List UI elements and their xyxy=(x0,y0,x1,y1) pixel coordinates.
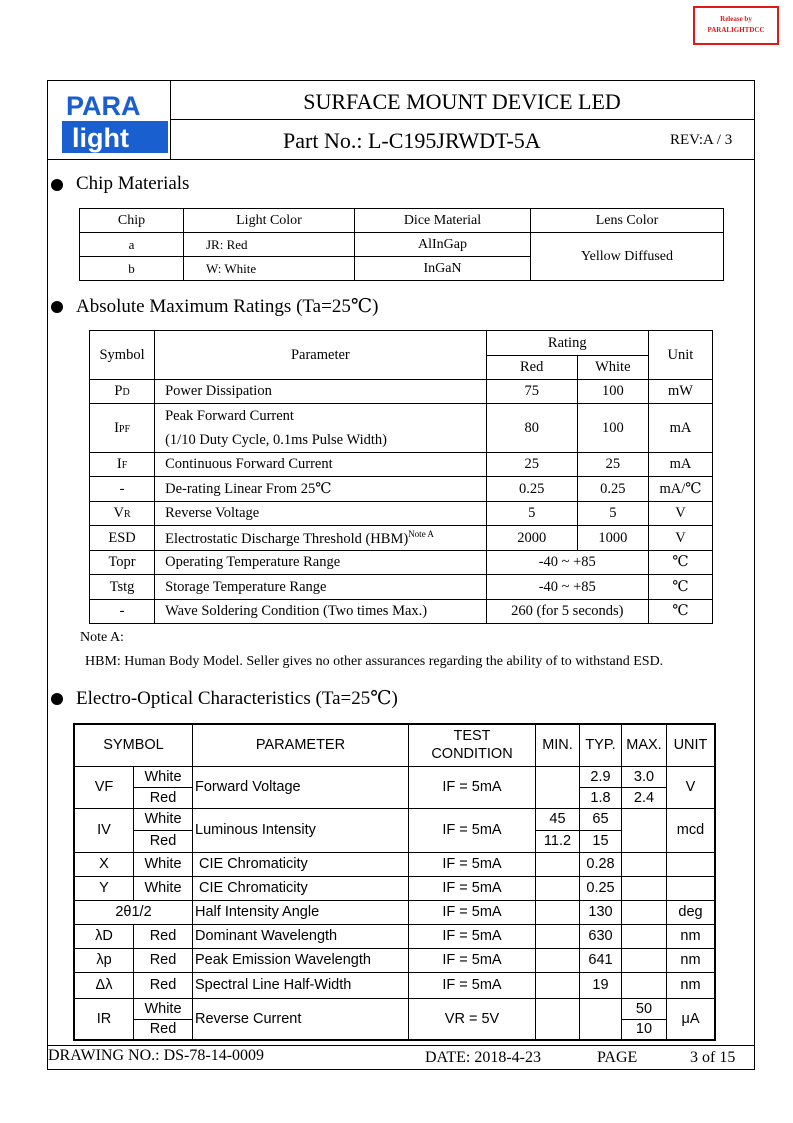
symbol-cell: ESD xyxy=(90,526,155,551)
red-cell: 25 xyxy=(486,453,577,477)
red-cell: 2000 xyxy=(486,526,577,551)
revision: REV:A / 3 xyxy=(670,132,733,148)
bullet-icon xyxy=(51,301,63,313)
table-row xyxy=(80,233,724,257)
symbol-cell: Topr xyxy=(90,551,155,575)
section-electro-optical: Electro-Optical Characteristics (Ta=25℃) xyxy=(76,688,398,709)
table-row xyxy=(90,404,713,453)
header-divider xyxy=(47,159,755,160)
symbol-cell: VR xyxy=(90,502,155,526)
red-cell: 0.25 xyxy=(486,477,577,502)
bullet-icon xyxy=(51,179,63,191)
section-abs-max: Absolute Maximum Ratings (Ta=25℃) xyxy=(76,296,379,317)
electro-optical-table xyxy=(73,723,716,1041)
unit-cell: V xyxy=(648,502,712,526)
col-unit: Unit xyxy=(648,331,712,380)
chip-cell: a xyxy=(80,233,184,257)
section-chip-materials: Chip Materials xyxy=(76,173,190,194)
table-row: 2θ1/2 Half Intensity Angle IF = 5mA 130 deg xyxy=(74,900,715,924)
col-test-condition: TEST CONDITION xyxy=(409,724,536,766)
unit-cell: ℃ xyxy=(648,600,712,624)
rating-cell: 260 (for 5 seconds) xyxy=(486,600,648,624)
parameter-cell: Peak Forward Current (1/10 Duty Cycle, 0.1ms Pulse Width) xyxy=(155,404,487,453)
col-typ: TYP. xyxy=(580,724,622,766)
table-row: λD Red Dominant Wavelength IF = 5mA 630 nm xyxy=(74,924,715,948)
unit-cell: ℃ xyxy=(648,551,712,575)
col-white: White xyxy=(577,356,648,380)
red-cell: 80 xyxy=(486,404,577,453)
page-number: 3 of 15 xyxy=(690,1049,736,1066)
table-row xyxy=(90,575,713,600)
table-row: Δλ Red Spectral Line Half-Width IF = 5mA 19 nm xyxy=(74,972,715,998)
table-row: Red 11.2 15 xyxy=(74,830,715,852)
abs-max-table xyxy=(89,330,713,624)
part-number: Part No.: L-C195JRWDT-5A xyxy=(283,128,541,153)
col-dice-material: Dice Material xyxy=(355,209,531,233)
unit-cell: mW xyxy=(648,380,712,404)
doc-title: SURFACE MOUNT DEVICE LED xyxy=(303,89,621,114)
table-row: VF White Forward Voltage IF = 5mA 2.9 3.0 V xyxy=(74,766,715,787)
col-light-color: Light Color xyxy=(184,209,355,233)
white-cell: 100 xyxy=(577,380,648,404)
title-divider xyxy=(170,119,755,120)
symbol-cell: IF xyxy=(90,453,155,477)
table-row: IR White Reverse Current VR = 5V 50 μA xyxy=(74,998,715,1019)
table-row: λp Red Peak Emission Wavelength IF = 5mA 641 nm xyxy=(74,948,715,972)
unit-cell: ℃ xyxy=(648,575,712,600)
stamp-line1: Release by xyxy=(720,15,752,23)
table-row xyxy=(90,526,713,551)
parameter-cell: Power Dissipation xyxy=(155,380,487,404)
table-header-row xyxy=(80,209,724,233)
note-text: HBM: Human Body Model. Seller gives no other assurances regarding the ability of to withstand ESD. xyxy=(85,654,664,669)
col-unit: UNIT xyxy=(667,724,716,766)
parameter-cell: Operating Temperature Range xyxy=(155,551,487,575)
table-row xyxy=(90,380,713,404)
col-red: Red xyxy=(486,356,577,380)
unit-cell: mA/℃ xyxy=(648,477,712,502)
unit-cell: mA xyxy=(648,453,712,477)
col-lens-color: Lens Color xyxy=(531,209,724,233)
unit-cell: V xyxy=(648,526,712,551)
table-row xyxy=(90,551,713,575)
parameter-cell: Electrostatic Discharge Threshold (HBM)$^{Note A}$ xyxy=(155,526,487,551)
table-row xyxy=(90,477,713,502)
red-cell: 5 xyxy=(486,502,577,526)
paralight-logo xyxy=(62,91,168,155)
doc-date: DATE: 2018-4-23 xyxy=(425,1049,541,1066)
col-max: MAX. xyxy=(622,724,667,766)
stamp-line2: PARALIGHTDCC xyxy=(707,26,765,34)
white-cell: 100 xyxy=(577,404,648,453)
table-row: Red 1.8 2.4 xyxy=(74,787,715,808)
symbol-cell: - xyxy=(90,600,155,624)
note-ref: Note A xyxy=(408,528,434,539)
dice-cell: InGaN xyxy=(355,257,531,281)
chip-cell: b xyxy=(80,257,184,281)
logo-text-light: light xyxy=(72,123,129,153)
table-row xyxy=(90,600,713,624)
table-row: Y White CIE Chromaticity IF = 5mA 0.25 xyxy=(74,876,715,900)
release-stamp xyxy=(693,6,779,45)
red-cell: 75 xyxy=(486,380,577,404)
col-rating: Rating xyxy=(486,331,648,356)
parameter-cell: De-rating Linear From 25℃ xyxy=(155,477,487,502)
col-symbol: SYMBOL xyxy=(74,724,193,766)
col-chip: Chip xyxy=(80,209,184,233)
page-label: PAGE xyxy=(597,1049,638,1066)
symbol-cell: IPF xyxy=(90,404,155,453)
color-cell: JR: Red xyxy=(184,233,355,257)
symbol-cell: - xyxy=(90,477,155,502)
white-cell: 25 xyxy=(577,453,648,477)
symbol-cell: Tstg xyxy=(90,575,155,600)
table-row xyxy=(90,502,713,526)
white-cell: 0.25 xyxy=(577,477,648,502)
symbol-cell: PD xyxy=(90,380,155,404)
note-label: Note A: xyxy=(80,630,124,645)
col-parameter: PARAMETER xyxy=(193,724,409,766)
table-header-row xyxy=(74,724,715,766)
unit-cell: mA xyxy=(648,404,712,453)
table-row: Red 10 xyxy=(74,1019,715,1040)
chip-materials-table xyxy=(79,208,724,281)
table-row: IV White Luminous Intensity IF = 5mA 45 65 mcd xyxy=(74,808,715,830)
bullet-icon xyxy=(51,693,63,705)
drawing-number: DRAWING NO.: DS-78-14-0009 xyxy=(48,1047,265,1064)
parameter-cell: Reverse Voltage xyxy=(155,502,487,526)
table-row xyxy=(90,453,713,477)
footer-divider xyxy=(47,1045,755,1046)
parameter-cell: Wave Soldering Condition (Two times Max.) xyxy=(155,600,487,624)
color-cell: W: White xyxy=(184,257,355,281)
white-cell: 1000 xyxy=(577,526,648,551)
parameter-cell: Continuous Forward Current xyxy=(155,453,487,477)
rating-cell: -40 ~ +85 xyxy=(486,575,648,600)
white-cell: 5 xyxy=(577,502,648,526)
parameter-cell: Storage Temperature Range xyxy=(155,575,487,600)
dice-cell: AlInGap xyxy=(355,233,531,257)
logo-text-para: PARA xyxy=(66,91,141,121)
col-parameter: Parameter xyxy=(155,331,487,380)
rating-cell: -40 ~ +85 xyxy=(486,551,648,575)
col-min: MIN. xyxy=(536,724,580,766)
lens-cell: Yellow Diffused xyxy=(531,233,724,281)
table-row: X White CIE Chromaticity IF = 5mA 0.28 xyxy=(74,852,715,876)
col-symbol: Symbol xyxy=(90,331,155,380)
